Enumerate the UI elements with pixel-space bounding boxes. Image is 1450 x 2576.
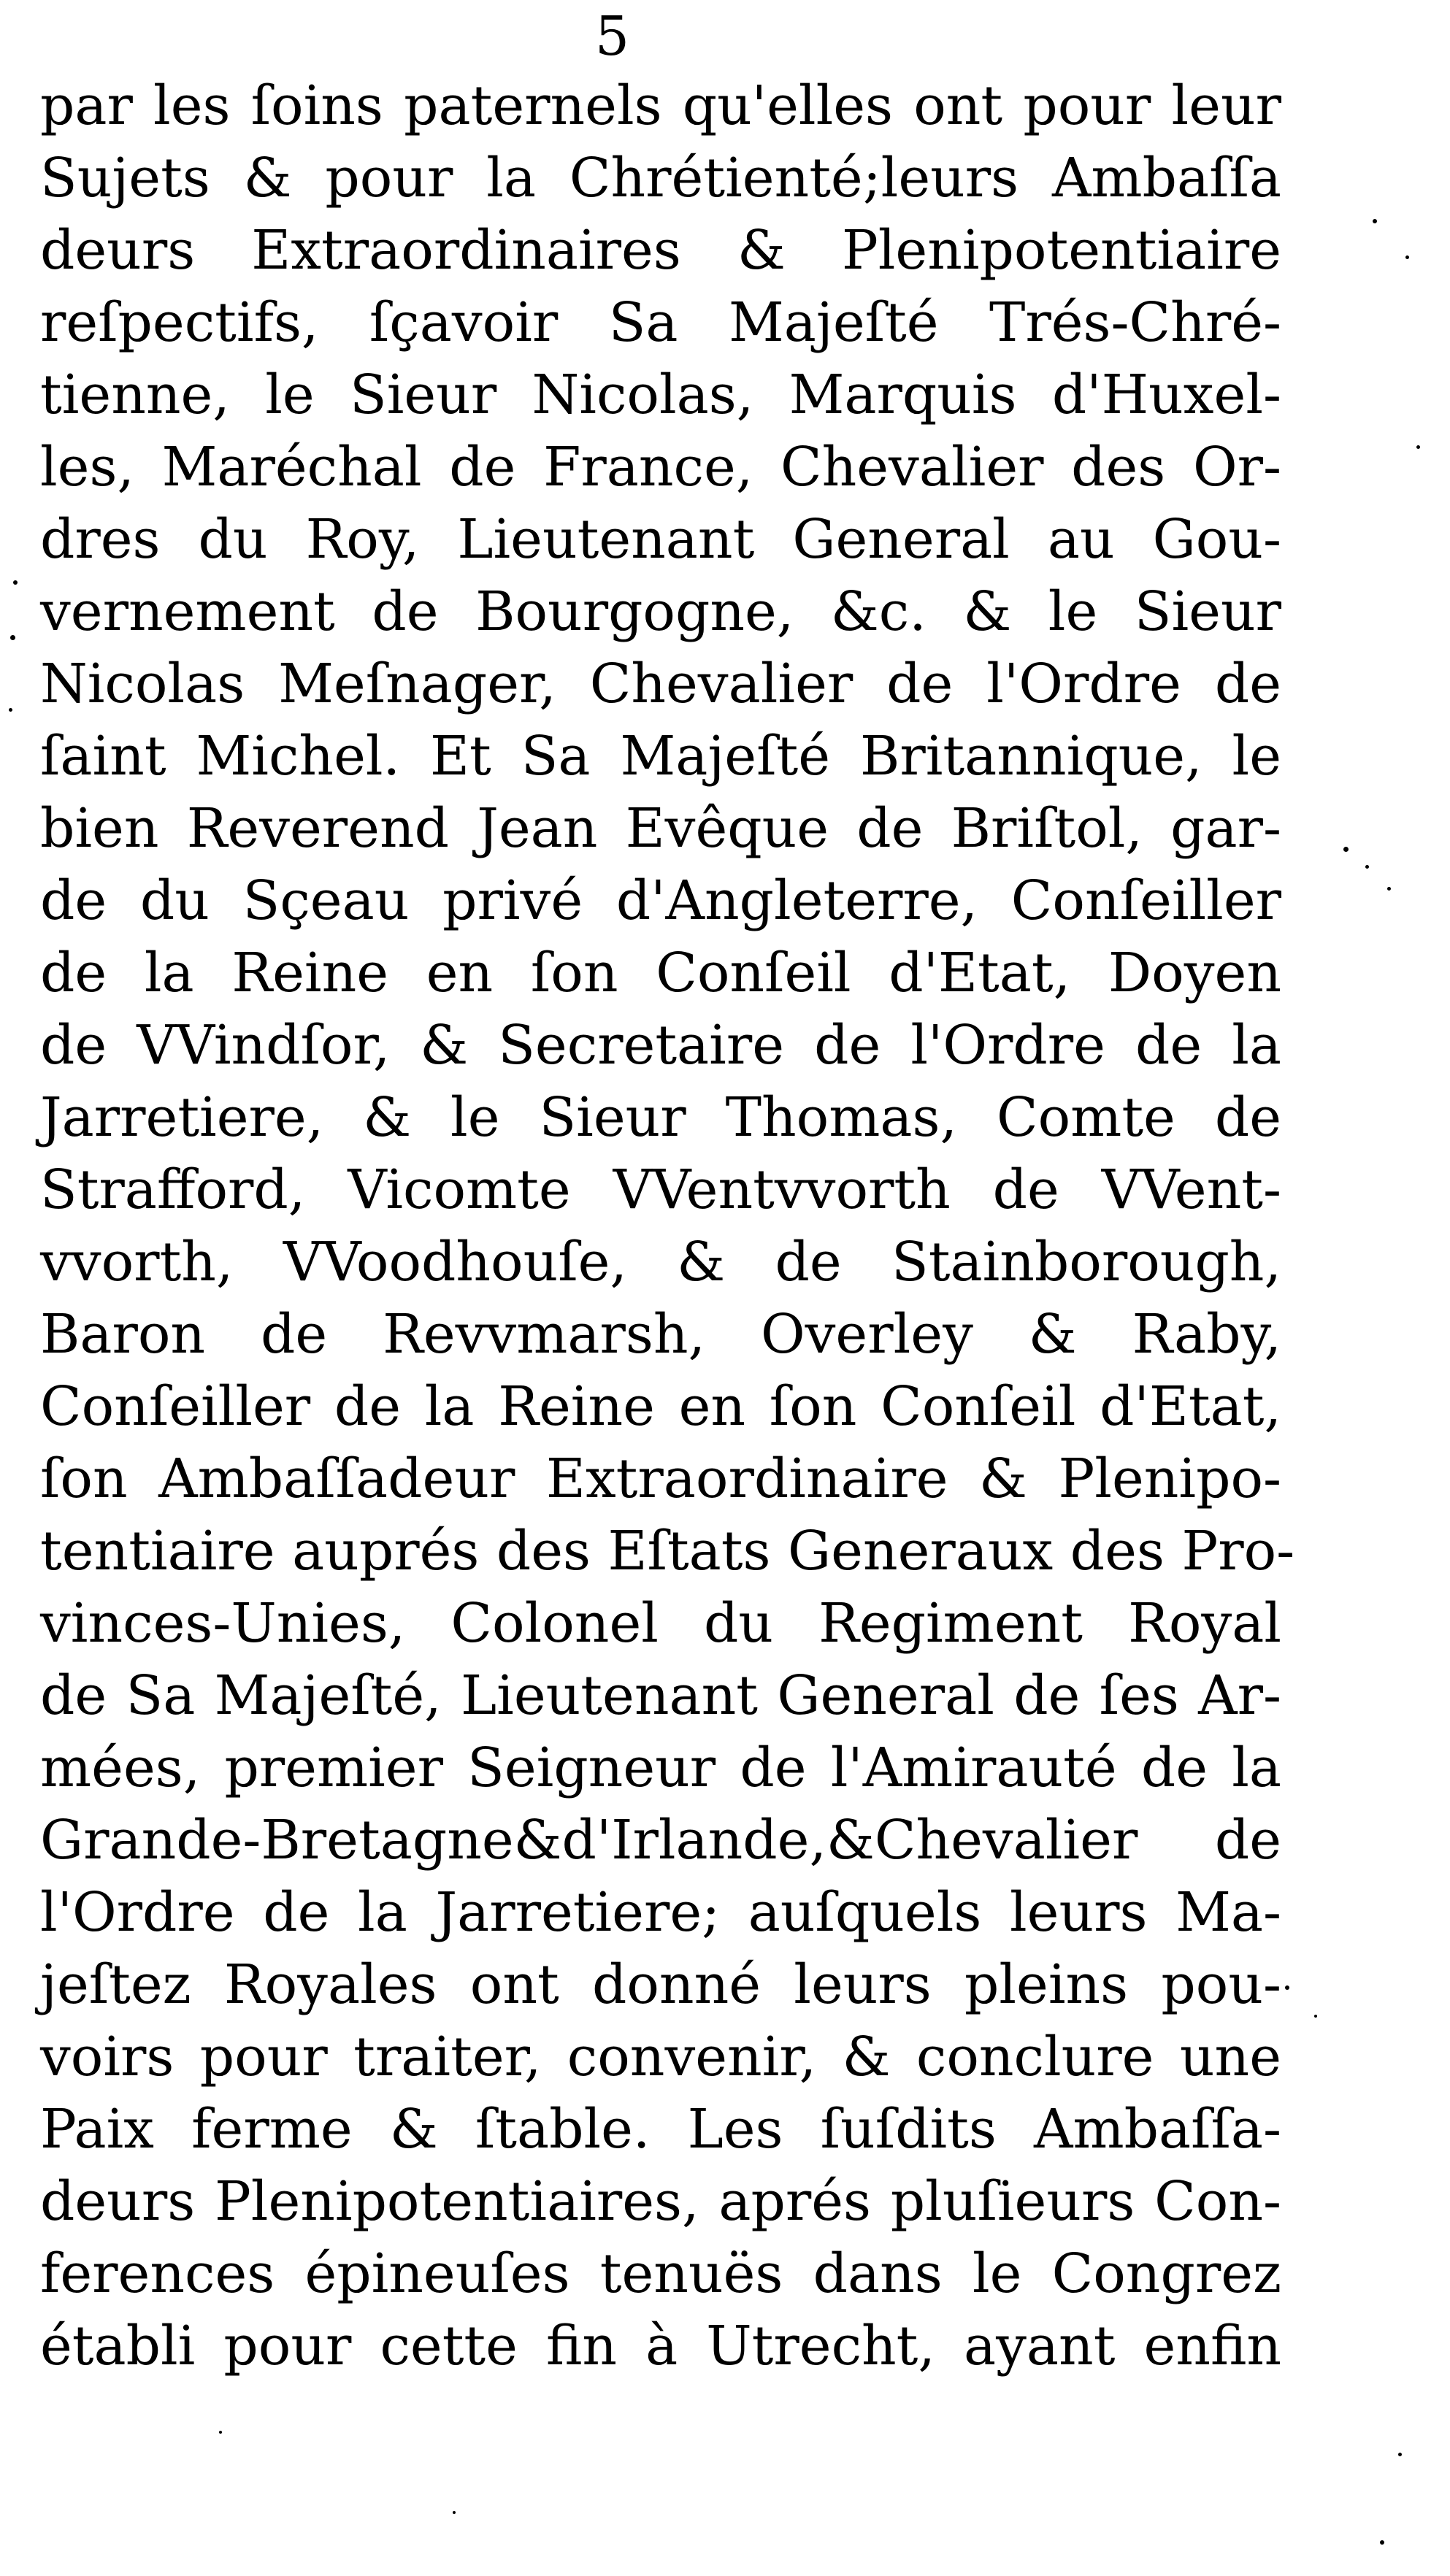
text-line: reſpectifs, ſçavoir Sa Majeſté Trés-Chré-	[40, 291, 1281, 354]
scan-speck	[453, 2511, 456, 2514]
text-line: Grande-Bretagne&d'Irlande,&Chevalier de	[40, 1809, 1281, 1872]
text-line: les, Maréchal de France, Chevalier des Or-	[40, 436, 1281, 499]
scan-speck	[219, 2431, 222, 2434]
text-line: deurs Extraordinaires & Plenipotentiaire	[40, 219, 1281, 282]
text-line: mées, premier Seigneur de l'Amirauté de la	[40, 1737, 1281, 1799]
text-line: l'Ordre de la Jarretiere; auſquels leurs Ma-	[40, 1881, 1281, 1944]
text-line: Paix ferme & ſtable. Les ſuſdits Ambaſſa-	[40, 2098, 1281, 2161]
text-line: de du Sçeau privé d'Angleterre, Conſeiller	[40, 869, 1281, 932]
text-line: Nicolas Meſnager, Chevalier de l'Ordre de	[40, 653, 1281, 715]
text-line: bien Reverend Jean Evêque de Briſtol, gar-	[40, 797, 1281, 860]
text-line: jeſtez Royales ont donné leurs pleins pou-	[40, 1953, 1281, 2016]
text-line: vernement de Bourgogne, &c. & le Sieur	[40, 580, 1281, 643]
scan-speck	[1416, 445, 1420, 449]
text-line: établi pour cette fin à Utrecht, ayant enfin	[40, 2315, 1281, 2377]
scan-speck	[1314, 2015, 1317, 2018]
scan-speck	[10, 635, 15, 640]
scan-speck	[9, 708, 12, 712]
scan-speck	[1285, 1985, 1289, 1990]
text-line: Sujets & pour la Chrétienté;leurs Ambaſſa	[40, 147, 1281, 209]
text-line: ſon Ambaſſadeur Extraordinaire & Plenipo-	[40, 1447, 1281, 1510]
text-line: tienne, le Sieur Nicolas, Marquis d'Huxel-	[40, 364, 1281, 426]
text-line: voirs pour traiter, convenir, & conclure une	[40, 2026, 1281, 2088]
scan-speck	[1387, 887, 1391, 891]
text-line: ſaint Michel. Et Sa Majeſté Britannique, le	[40, 725, 1281, 788]
text-line: Baron de Revvmarsh, Overley & Raby,	[40, 1303, 1281, 1366]
text-line: ferences épineuſes tenuës dans le Congrez	[40, 2242, 1281, 2305]
text-line: de Sa Majeſté, Lieutenant General de ſes Ar-	[40, 1664, 1281, 1727]
scan-speck	[13, 580, 18, 585]
page-number: 5	[595, 5, 630, 68]
scan-speck	[1343, 847, 1349, 852]
page-body-text	[40, 70, 1295, 2383]
text-line: deurs Plenipotentiaires, aprés pluſieurs Con-	[40, 2170, 1281, 2233]
text-line: de la Reine en ſon Conſeil d'Etat, Doyen	[40, 942, 1281, 1004]
text-line: Conſeiller de la Reine en ſon Conſeil d'Etat,	[40, 1375, 1281, 1438]
scan-speck	[1373, 219, 1377, 223]
text-line: tentiaire auprés des Eſtats Generaux des Pro-	[40, 1520, 1295, 1583]
text-line: Jarretiere, & le Sieur Thomas, Comte de	[40, 1086, 1281, 1149]
text-line: par les ſoins paternels qu'elles ont pour leur	[40, 74, 1281, 137]
scan-speck	[1405, 255, 1409, 259]
text-line: dres du Roy, Lieutenant General au Gou-	[40, 508, 1281, 571]
text-line: de VVindſor, & Secretaire de l'Ordre de la	[40, 1014, 1281, 1077]
text-line: Strafford, Vicomte VVentvvorth de VVent-	[40, 1158, 1281, 1221]
scan-speck	[1365, 865, 1369, 869]
scan-speck	[1398, 2453, 1402, 2456]
scan-speck	[1380, 2540, 1384, 2545]
text-line: vinces-Unies, Colonel du Regiment Royal	[40, 1592, 1281, 1655]
text-line: vvorth, VVoodhouſe, & de Stainborough,	[40, 1231, 1281, 1293]
